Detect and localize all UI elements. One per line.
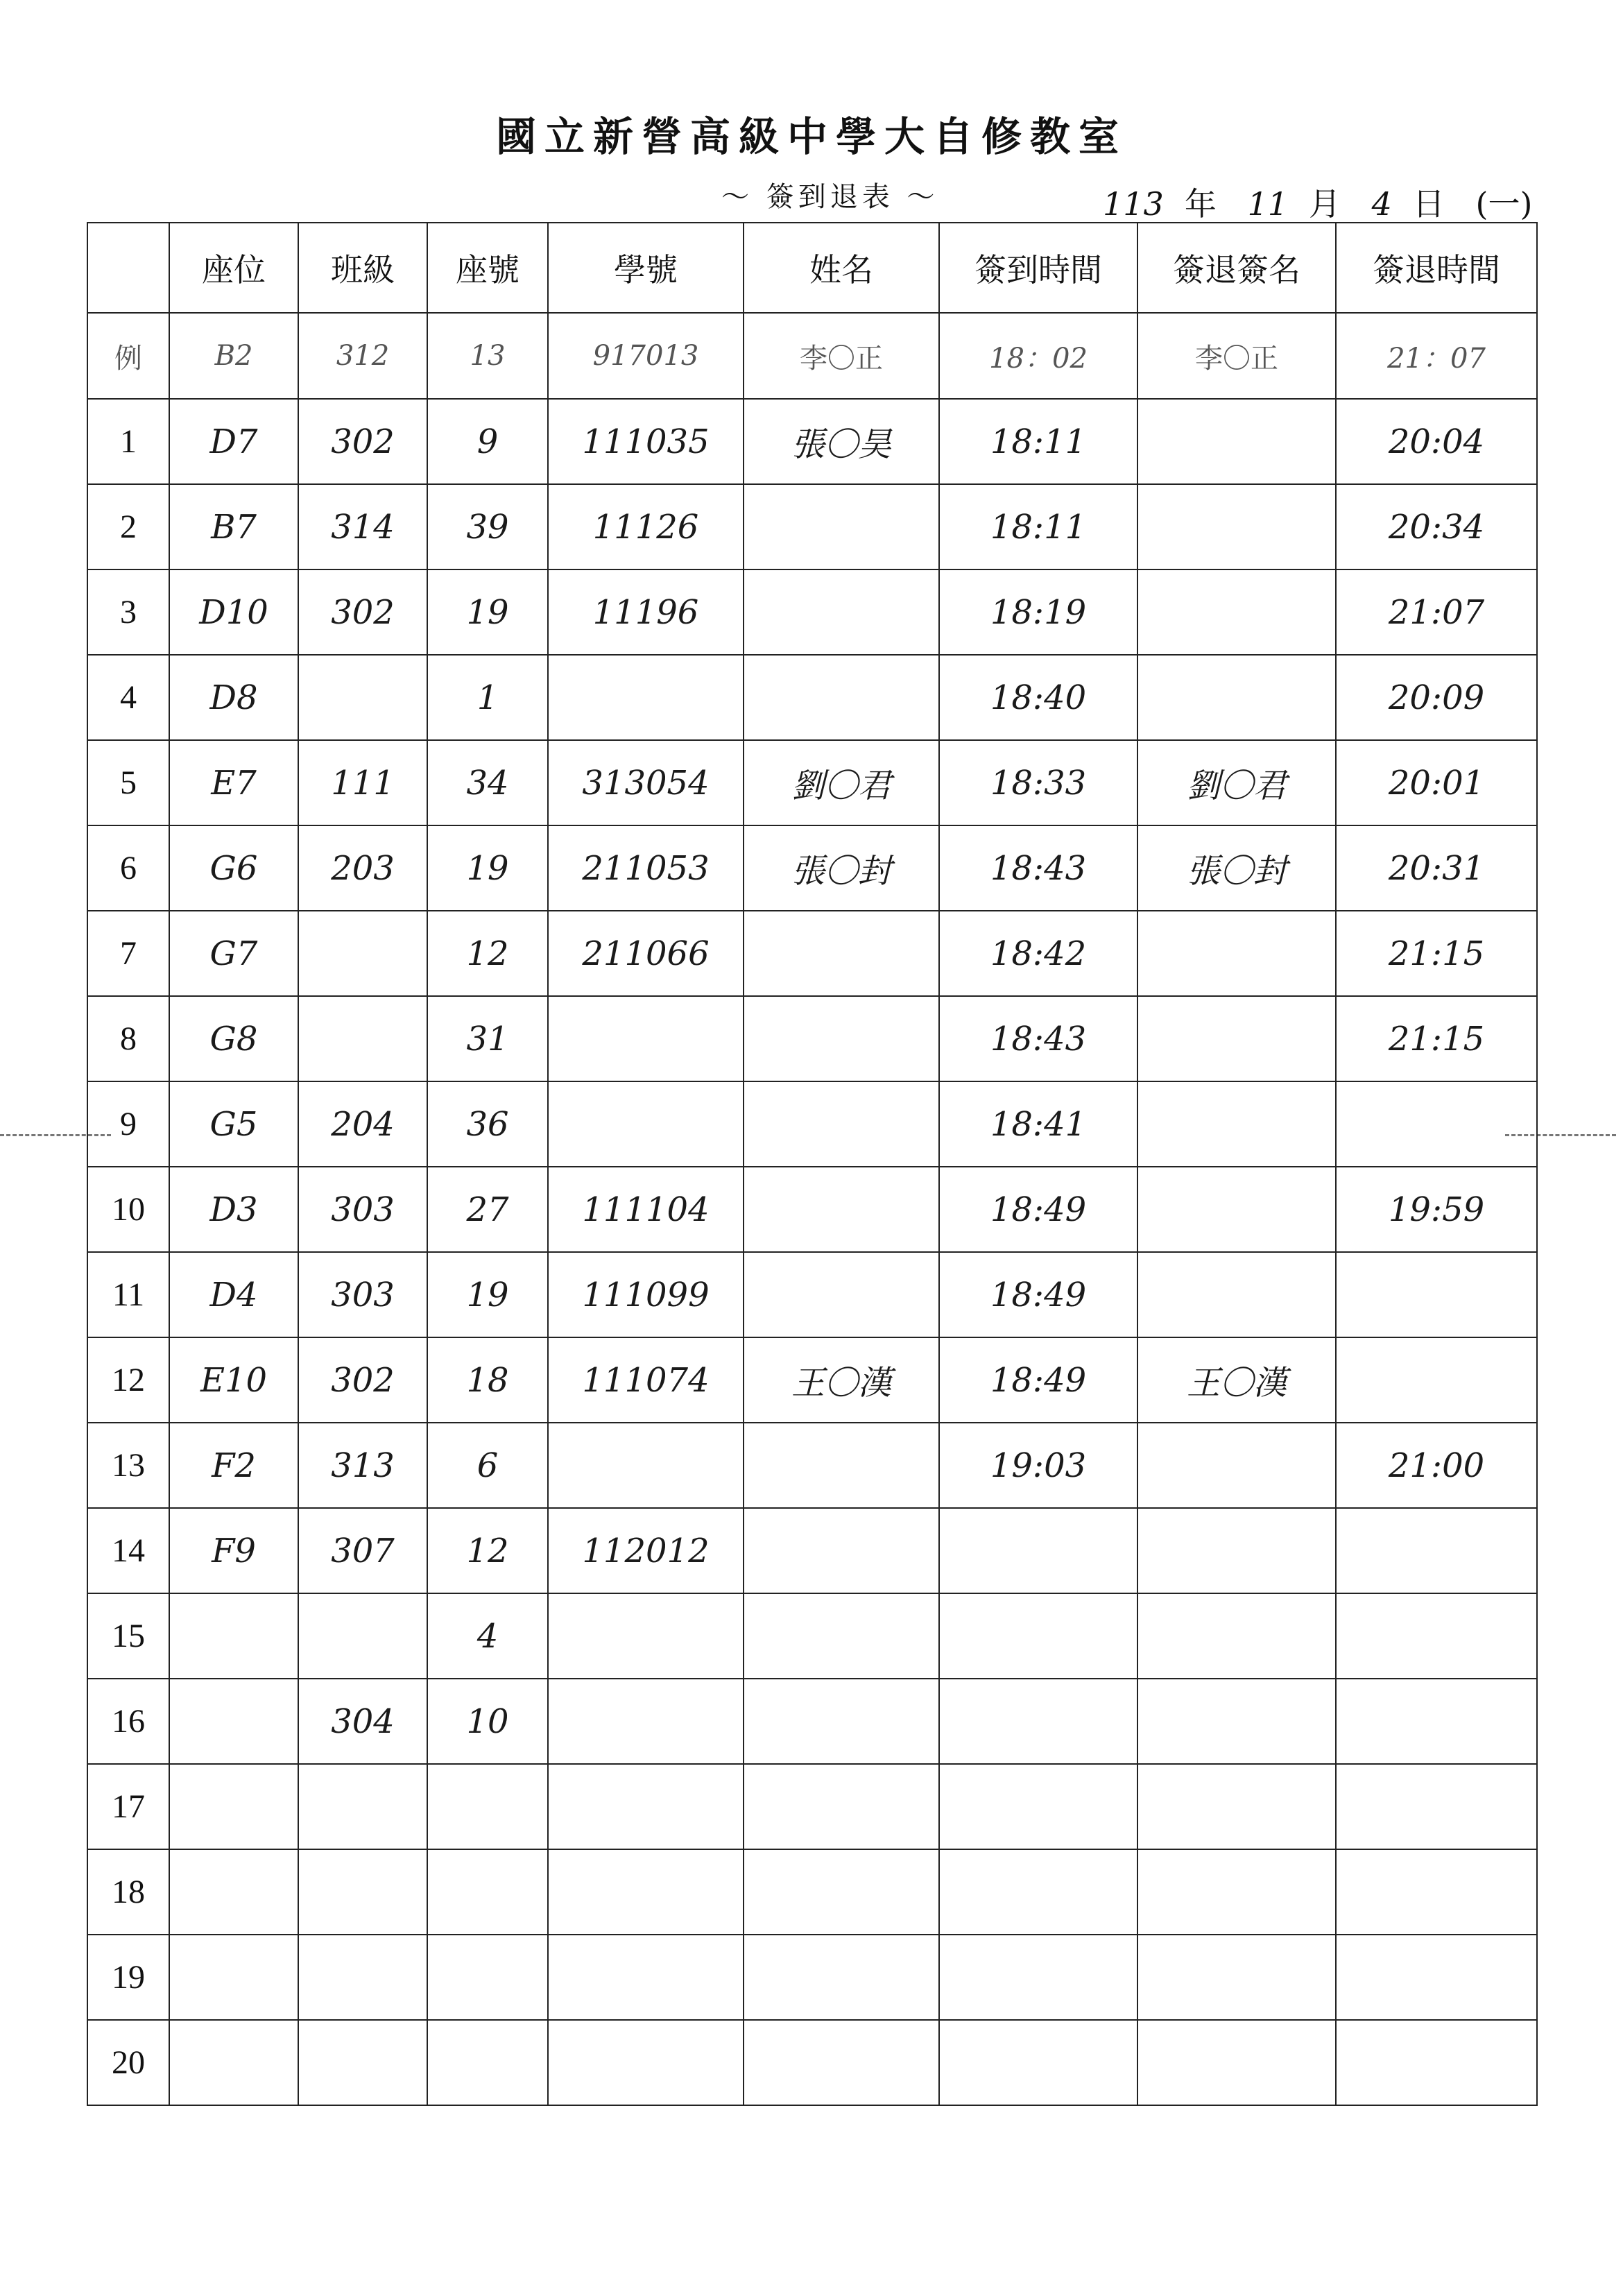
cell-student-id — [548, 1935, 744, 2020]
cell-in-time: 18:11 — [939, 399, 1137, 484]
row-number: 7 — [87, 911, 169, 996]
cell-class — [298, 911, 427, 996]
cell-name — [744, 1764, 939, 1849]
cell-student-id: 111074 — [548, 1337, 744, 1423]
row-number: 1 — [87, 399, 169, 484]
col-header-in-time: 簽到時間 — [939, 223, 1137, 313]
cell-out-time — [1336, 2020, 1537, 2105]
cell-seat: G8 — [169, 996, 298, 1081]
cell-name — [744, 1849, 939, 1935]
row-number: 14 — [87, 1508, 169, 1593]
col-header-out-sign: 簽退簽名 — [1137, 223, 1336, 313]
cell-student-id: 211053 — [548, 825, 744, 911]
cell-out-sign — [1137, 1423, 1336, 1508]
cell-student-id: 11126 — [548, 484, 744, 569]
cell-student-id: 211066 — [548, 911, 744, 996]
cell-student-id: 111104 — [548, 1167, 744, 1252]
cell-out-sign — [1137, 1593, 1336, 1679]
cell-out-sign — [1137, 1081, 1336, 1167]
cell-class: 302 — [298, 399, 427, 484]
example-student-id: 917013 — [548, 313, 744, 399]
cell-out-sign — [1137, 1252, 1336, 1337]
cell-student-id — [548, 1081, 744, 1167]
row-number: 6 — [87, 825, 169, 911]
cell-class — [298, 1593, 427, 1679]
cell-in-time: 18:11 — [939, 484, 1137, 569]
cell-name — [744, 996, 939, 1081]
cell-out-time: 21:07 — [1336, 569, 1537, 655]
cell-student-id — [548, 1764, 744, 1849]
example-out-time: 21：07 — [1336, 313, 1537, 399]
row-number: 13 — [87, 1423, 169, 1508]
cell-out-sign — [1137, 1508, 1336, 1593]
cell-num: 19 — [427, 1252, 548, 1337]
cell-num — [427, 2020, 548, 2105]
col-header-name: 姓名 — [744, 223, 939, 313]
cell-name — [744, 1593, 939, 1679]
cell-student-id — [548, 996, 744, 1081]
cell-seat — [169, 1849, 298, 1935]
col-header-number: 座號 — [427, 223, 548, 313]
cell-out-time — [1336, 1935, 1537, 2020]
cell-num: 12 — [427, 911, 548, 996]
row-number: 2 — [87, 484, 169, 569]
cell-class: 204 — [298, 1081, 427, 1167]
cell-seat — [169, 1593, 298, 1679]
cell-num: 19 — [427, 825, 548, 911]
cell-num: 9 — [427, 399, 548, 484]
row-number: 3 — [87, 569, 169, 655]
cell-num: 34 — [427, 740, 548, 825]
cell-num: 36 — [427, 1081, 548, 1167]
cell-seat: D4 — [169, 1252, 298, 1337]
cell-out-time: 20:34 — [1336, 484, 1537, 569]
cell-seat: G6 — [169, 825, 298, 911]
cell-num: 31 — [427, 996, 548, 1081]
cell-num: 10 — [427, 1679, 548, 1764]
cell-out-sign — [1137, 2020, 1336, 2105]
cell-in-time — [939, 1764, 1137, 1849]
table-row — [87, 996, 1537, 1081]
cell-name — [744, 911, 939, 996]
cell-out-time: 20:31 — [1336, 825, 1537, 911]
table-row — [87, 1252, 1537, 1337]
cell-num: 6 — [427, 1423, 548, 1508]
cell-class — [298, 655, 427, 740]
cell-seat: G7 — [169, 911, 298, 996]
cell-out-sign — [1137, 399, 1336, 484]
cell-in-time: 18:42 — [939, 911, 1137, 996]
row-number: 8 — [87, 996, 169, 1081]
sign-in-table — [87, 222, 1538, 2106]
cell-out-time — [1336, 1337, 1537, 1423]
date-weekday: (一) — [1475, 185, 1533, 223]
table-row — [87, 484, 1537, 569]
cell-name — [744, 1508, 939, 1593]
cell-class: 304 — [298, 1679, 427, 1764]
example-row — [87, 313, 1537, 399]
cell-out-time — [1336, 1849, 1537, 1935]
cell-out-sign — [1137, 911, 1336, 996]
cell-seat — [169, 1935, 298, 2020]
table-row — [87, 1764, 1537, 1849]
date-year-unit: 年 — [1184, 185, 1217, 223]
cell-num — [427, 1935, 548, 2020]
row-number: 18 — [87, 1849, 169, 1935]
cell-student-id — [548, 655, 744, 740]
example-name: 李〇正 — [744, 313, 939, 399]
table-row — [87, 1508, 1537, 1593]
table-row — [87, 1081, 1537, 1167]
cell-seat: D8 — [169, 655, 298, 740]
cell-seat: D3 — [169, 1167, 298, 1252]
cell-out-time: 20:04 — [1336, 399, 1537, 484]
cell-num: 12 — [427, 1508, 548, 1593]
header-row — [87, 223, 1537, 313]
cell-out-sign — [1137, 1679, 1336, 1764]
cell-out-sign — [1137, 655, 1336, 740]
cell-class: 303 — [298, 1167, 427, 1252]
example-out-sign: 李〇正 — [1137, 313, 1336, 399]
cell-name — [744, 484, 939, 569]
cell-class — [298, 996, 427, 1081]
cell-out-time: 21:00 — [1336, 1423, 1537, 1508]
cell-out-sign — [1137, 1849, 1336, 1935]
cell-in-time: 18:40 — [939, 655, 1137, 740]
cell-in-time: 18:49 — [939, 1167, 1137, 1252]
row-number: 11 — [87, 1252, 169, 1337]
example-label: 例 — [87, 313, 169, 399]
cell-num — [427, 1849, 548, 1935]
cell-num: 19 — [427, 569, 548, 655]
cell-num: 1 — [427, 655, 548, 740]
date-month-unit: 月 — [1308, 185, 1341, 223]
cell-student-id — [548, 1849, 744, 1935]
row-number: 15 — [87, 1593, 169, 1679]
cell-in-time: 18:41 — [939, 1081, 1137, 1167]
cell-in-time: 18:19 — [939, 569, 1137, 655]
cell-name — [744, 1252, 939, 1337]
cell-in-time — [939, 2020, 1137, 2105]
row-number: 19 — [87, 1935, 169, 2020]
page-title: 國立新營高級中學大自修教室 — [495, 113, 1127, 160]
cell-student-id — [548, 2020, 744, 2105]
cell-num: 18 — [427, 1337, 548, 1423]
cell-class: 302 — [298, 1337, 427, 1423]
cell-class: 314 — [298, 484, 427, 569]
cell-num — [427, 1764, 548, 1849]
cell-seat — [169, 1679, 298, 1764]
cell-class — [298, 1764, 427, 1849]
cell-seat: E10 — [169, 1337, 298, 1423]
cell-in-time: 18:33 — [939, 740, 1137, 825]
cell-student-id: 112012 — [548, 1508, 744, 1593]
cell-in-time — [939, 1679, 1137, 1764]
table-row — [87, 1679, 1537, 1764]
cell-out-time — [1336, 1252, 1537, 1337]
cell-out-time: 19:59 — [1336, 1167, 1537, 1252]
cell-student-id: 313054 — [548, 740, 744, 825]
example-class: 312 — [298, 313, 427, 399]
cell-in-time: 18:43 — [939, 825, 1137, 911]
cell-in-time: 19:03 — [939, 1423, 1137, 1508]
table-row — [87, 740, 1537, 825]
cell-out-time: 20:01 — [1336, 740, 1537, 825]
cell-out-sign: 劉〇君 — [1137, 740, 1336, 825]
date-month: 11 — [1247, 185, 1288, 223]
cell-class: 307 — [298, 1508, 427, 1593]
row-number: 12 — [87, 1337, 169, 1423]
example-seat: B2 — [169, 313, 298, 399]
cell-seat: G5 — [169, 1081, 298, 1167]
cell-out-time: 21:15 — [1336, 911, 1537, 996]
table-row — [87, 1593, 1537, 1679]
cell-seat: D7 — [169, 399, 298, 484]
cell-name — [744, 1167, 939, 1252]
cell-class: 302 — [298, 569, 427, 655]
cell-class: 303 — [298, 1252, 427, 1337]
row-number: 17 — [87, 1764, 169, 1849]
cell-out-sign — [1137, 484, 1336, 569]
col-header-seat: 座位 — [169, 223, 298, 313]
cell-in-time — [939, 1508, 1137, 1593]
cell-out-sign — [1137, 569, 1336, 655]
col-header-out-time: 簽退時間 — [1336, 223, 1537, 313]
cell-student-id — [548, 1423, 744, 1508]
table-row — [87, 1849, 1537, 1935]
date-day-unit: 日 — [1412, 185, 1445, 223]
date-year: 113 — [1103, 185, 1164, 223]
cell-name — [744, 1679, 939, 1764]
cell-num: 4 — [427, 1593, 548, 1679]
cell-seat — [169, 1764, 298, 1849]
cell-class — [298, 1935, 427, 2020]
cell-student-id — [548, 1593, 744, 1679]
cell-student-id: 111099 — [548, 1252, 744, 1337]
form-date — [1103, 179, 1553, 225]
cell-in-time: 18:49 — [939, 1337, 1137, 1423]
cell-class — [298, 1849, 427, 1935]
cell-class: 203 — [298, 825, 427, 911]
cell-out-sign — [1137, 996, 1336, 1081]
cell-in-time — [939, 1935, 1137, 2020]
table-row — [87, 1167, 1537, 1252]
cell-class: 313 — [298, 1423, 427, 1508]
col-header-rownum — [87, 223, 169, 313]
cell-in-time — [939, 1593, 1137, 1679]
row-number: 20 — [87, 2020, 169, 2105]
cell-name — [744, 2020, 939, 2105]
cell-out-time — [1336, 1679, 1537, 1764]
cell-out-time — [1336, 1593, 1537, 1679]
cell-in-time — [939, 1849, 1137, 1935]
cell-out-sign: 王〇漢 — [1137, 1337, 1336, 1423]
cell-out-time — [1336, 1081, 1537, 1167]
row-number: 4 — [87, 655, 169, 740]
cell-seat: D10 — [169, 569, 298, 655]
example-num: 13 — [427, 313, 548, 399]
cell-in-time: 18:49 — [939, 1252, 1137, 1337]
table-row — [87, 911, 1537, 996]
cell-seat: F9 — [169, 1508, 298, 1593]
cell-student-id — [548, 1679, 744, 1764]
cell-out-sign: 張〇封 — [1137, 825, 1336, 911]
table-row — [87, 655, 1537, 740]
cell-seat — [169, 2020, 298, 2105]
table-row — [87, 2020, 1537, 2105]
cell-out-time — [1336, 1508, 1537, 1593]
table-row — [87, 399, 1537, 484]
cell-seat: E7 — [169, 740, 298, 825]
cell-seat: F2 — [169, 1423, 298, 1508]
table-row — [87, 1337, 1537, 1423]
cell-seat: B7 — [169, 484, 298, 569]
table-row — [87, 569, 1537, 655]
col-header-student-id: 學號 — [548, 223, 744, 313]
cell-out-time: 21:15 — [1336, 996, 1537, 1081]
cell-name: 張〇昊 — [744, 399, 939, 484]
cell-name: 劉〇君 — [744, 740, 939, 825]
date-day: 4 — [1371, 185, 1392, 223]
cell-out-sign — [1137, 1167, 1336, 1252]
cell-name — [744, 1935, 939, 2020]
cell-name — [744, 1423, 939, 1508]
cell-out-sign — [1137, 1935, 1336, 2020]
cell-name — [744, 1081, 939, 1167]
row-number: 16 — [87, 1679, 169, 1764]
cell-name: 張〇封 — [744, 825, 939, 911]
cell-in-time: 18:43 — [939, 996, 1137, 1081]
cell-out-time — [1336, 1764, 1537, 1849]
cell-num: 39 — [427, 484, 548, 569]
cell-class — [298, 2020, 427, 2105]
cell-out-time: 20:09 — [1336, 655, 1537, 740]
cell-name: 王〇漢 — [744, 1337, 939, 1423]
example-in-time: 18：02 — [939, 313, 1137, 399]
cell-name — [744, 569, 939, 655]
table-row — [87, 825, 1537, 911]
cell-num: 27 — [427, 1167, 548, 1252]
table-row — [87, 1423, 1537, 1508]
cell-name — [744, 655, 939, 740]
row-number: 10 — [87, 1167, 169, 1252]
row-number: 9 — [87, 1081, 169, 1167]
form-subtitle: ～ 簽到退表 ～ — [721, 181, 939, 213]
cell-out-sign — [1137, 1764, 1336, 1849]
row-number: 5 — [87, 740, 169, 825]
col-header-class: 班級 — [298, 223, 427, 313]
cell-student-id: 11196 — [548, 569, 744, 655]
cell-class: 111 — [298, 740, 427, 825]
cell-student-id: 111035 — [548, 399, 744, 484]
table-row — [87, 1935, 1537, 2020]
